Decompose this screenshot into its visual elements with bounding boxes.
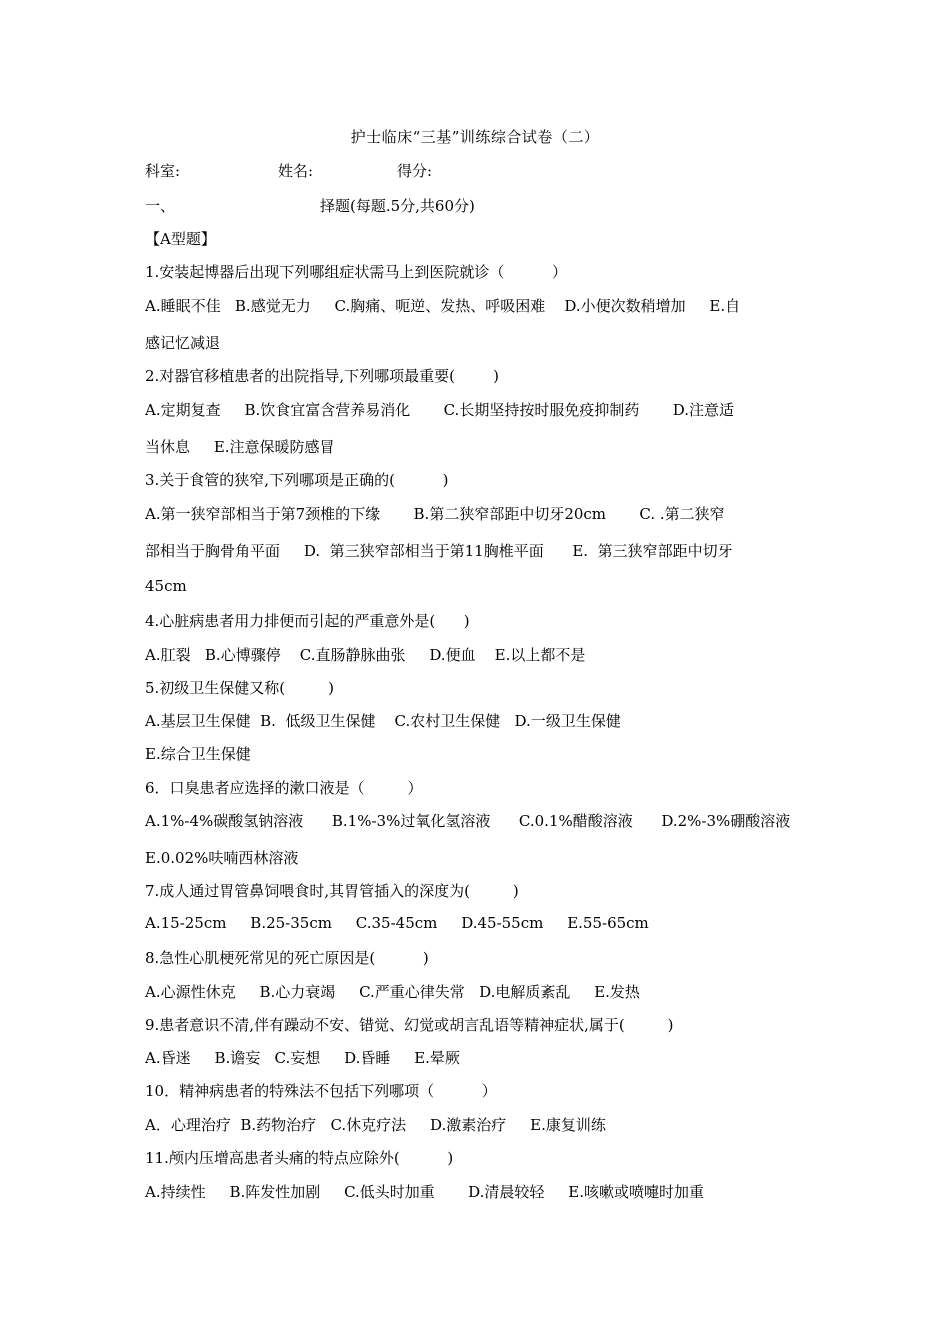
question-line: 9.患者意识不清,伴有躁动不安、错觉、幻觉或胡言乱语等精神症状,属于( ) (145, 1016, 674, 1034)
options-line: 45cm (145, 577, 187, 595)
options-line: 部相当于胸骨角平面 D. 第三狭窄部相当于第11胸椎平面 E. 第三狭窄部距中切牙 (145, 542, 733, 560)
options-line: A.15-25cm B.25-35cm C.35-45cm D.45-55cm E.55-65cm (145, 914, 649, 932)
question-line: 1.安装起博器后出现下列哪组症状需马上到医院就诊（ ） (145, 263, 567, 281)
page-title: 护士临床“三基”训练综合试卷（二） (350, 128, 600, 146)
options-line: A.昏迷 B.谵妄 C.妄想 D.昏睡 E.晕厥 (145, 1049, 460, 1067)
options-line: 感记忆减退 (145, 334, 221, 352)
question-line: 3.关于食管的狭窄,下列哪项是正确的( ) (145, 471, 449, 489)
options-line: A.1%-4%碳酸氢钠溶液 B.1%-3%过氧化氢溶液 C.0.1%醋酸溶液 D.2%-3%硼酸溶液 (145, 812, 791, 830)
dept-label: 科室: (145, 162, 181, 180)
question-line: 7.成人通过胃管鼻饲喂食时,其胃管插入的深度为( ) (145, 882, 519, 900)
question-line: 4.心脏病患者用力排便而引起的严重意外是( ) (145, 612, 470, 630)
options-line: E.0.02%呋喃西林溶液 (145, 849, 299, 867)
options-line: A．心理治疗 B.药物治疗 C.休克疗法 D.激素治疗 E.康复训练 (145, 1116, 606, 1134)
options-line: E.综合卫生保健 (145, 745, 251, 763)
options-line: A.定期复查 B.饮食宜富含营养易消化 C.长期坚持按时服免疫抑制药 D.注意适 (145, 401, 734, 419)
question-line: 6．口臭患者应选择的漱口液是（ ） (145, 779, 423, 797)
question-line: 11.颅内压增高患者头痛的特点应除外( ) (145, 1149, 454, 1167)
options-line: A.基层卫生保健 B. 低级卫生保健 C.农村卫生保健 D.一级卫生保健 (145, 712, 621, 730)
section-number: 一、 (145, 197, 176, 215)
question-line: 8.急性心肌梗死常见的死亡原因是( ) (145, 949, 429, 967)
score-label: 得分: (397, 162, 433, 180)
options-line: A.持续性 B.阵发性加剧 C.低头时加重 D.清晨较轻 E.咳嗽或喷嚏时加重 (145, 1183, 704, 1201)
question-line: 10．精神病患者的特殊法不包括下列哪项（ ） (145, 1082, 497, 1100)
question-line: 5.初级卫生保健又称( ) (145, 679, 334, 697)
options-line: 当休息 E.注意保暖防感冒 (145, 438, 335, 456)
question-type-label: 【A型题】 (145, 230, 216, 248)
question-line: 2.对器官移植患者的出院指导,下列哪项最重要( ) (145, 367, 499, 385)
options-line: A.睡眠不佳 B.感觉无力 C.胸痛、呃逆、发热、呼吸困难 D.小便次数稍增加 E.自 (145, 297, 741, 315)
options-line: A.第一狭窄部相当于第7颈椎的下缘 B.第二狭窄部距中切牙20cm C. .第二狭窄 (145, 505, 725, 523)
options-line: A.心源性休克 B.心力衰竭 C.严重心律失常 D.电解质紊乱 E.发热 (145, 983, 640, 1001)
name-label: 姓名: (278, 162, 314, 180)
section-text: 择题(每题.5分,共60分) (320, 197, 475, 215)
options-line: A.肛裂 B.心博骤停 C.直肠静脉曲张 D.便血 E.以上都不是 (145, 646, 586, 664)
